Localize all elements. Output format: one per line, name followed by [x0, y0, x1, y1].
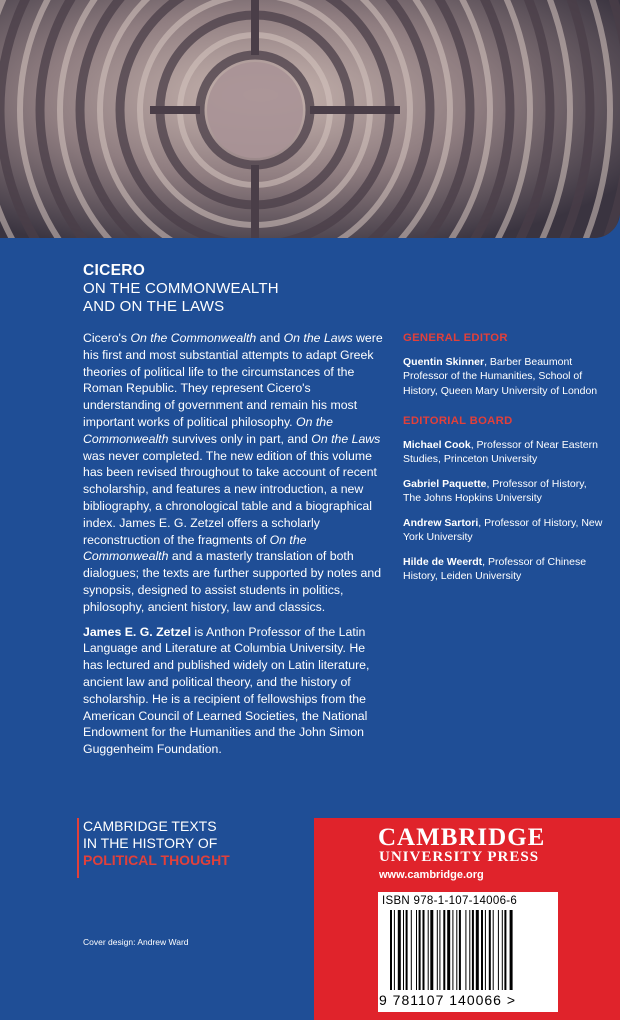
book-title-line-1: ON THE COMMONWEALTH	[83, 280, 279, 297]
board-member	[403, 477, 603, 506]
text-run: was never completed. The new edition of this volume has been revised throughout to take account of recent scholarship, and features a new introduction, a new bibliography, a chronological table and a biographical index. James E. G. Zetzel offers a scholarly reconstruction of the fragments of	[83, 448, 377, 547]
work-title: On the Commonwealth	[83, 532, 307, 564]
editors-column	[403, 331, 603, 594]
author-bio-paragraph	[83, 624, 383, 758]
editor-detail: , Barber Beaumont Professor of the Humanities, School of History, Queen Mary University of London	[403, 355, 598, 397]
work-title: On the Commonwealth	[130, 331, 257, 345]
series-title	[83, 818, 303, 869]
barcode-icon	[390, 910, 546, 992]
publisher-panel	[314, 818, 620, 1020]
series-rule	[77, 818, 79, 878]
publisher-name: CAMBRIDGE	[378, 824, 546, 851]
work-title: On the Laws	[311, 431, 381, 446]
description-paragraph	[83, 330, 383, 616]
member-name: Gabriel Paquette	[403, 477, 487, 490]
text-run: Cicero's	[83, 331, 131, 345]
series-line-1: CAMBRIDGE TEXTS	[83, 818, 217, 834]
member-detail: , Professor of Chinese History, Leiden University	[403, 555, 587, 582]
member-name: Michael Cook	[403, 438, 471, 451]
book-description	[83, 330, 383, 766]
text-run: is Anthon Professor of the Latin Language and Literature at Columbia University. He has lectured and published widely on Latin literature, ancient law and political theory, and the history of scholarship. He is a recipient of fellowships from the American Council of Learned Societies, the National Endowment for the Humanities and the John Simon Guggenheim Foundation.	[83, 624, 370, 757]
board-member	[403, 438, 603, 467]
board-member	[403, 516, 603, 545]
text-run: were his first and most substantial attempts to adapt Greek theories of political life to the circumstances of the Roman Republic. They represent Cicero's understanding of government and remain his most important works of political philosophy.	[83, 331, 383, 429]
general-editor-heading: GENERAL EDITOR	[403, 332, 508, 344]
editor-name: Quentin Skinner	[403, 355, 485, 368]
member-name: Hilde de Weerdt	[403, 555, 483, 568]
series-line-2: IN THE HISTORY OF	[83, 835, 218, 851]
isbn-label: ISBN 978-1-107-14006-6	[382, 895, 518, 907]
title-block	[83, 262, 383, 316]
author-name: James E. G. Zetzel	[83, 624, 191, 639]
work-title: On the Laws	[283, 331, 353, 345]
board-member	[403, 555, 603, 584]
barcode-box	[378, 892, 558, 1012]
publisher-url: www.cambridge.org	[379, 869, 484, 881]
text-run: and	[256, 331, 284, 345]
cover-photo-labyrinth	[0, 0, 620, 238]
text-run: and a masterly translation of both dialogues; the texts are further supported by notes and synopsis, designed to assist students in politics, philosophy, ancient history, law and classics.	[83, 549, 382, 614]
book-title-line-2: AND ON THE LAWS	[83, 298, 225, 315]
member-detail: , Professor of Near Eastern Studies, Princeton University	[403, 438, 598, 465]
member-detail: , Professor of History, New York University	[403, 516, 603, 543]
work-title: On the Commonwealth	[83, 414, 333, 446]
editorial-board-heading: EDITORIAL BOARD	[403, 415, 513, 427]
member-detail: , Professor of History, The Johns Hopkins University	[403, 477, 587, 504]
general-editor-entry	[403, 355, 603, 399]
publisher-press: UNIVERSITY PRESS	[379, 849, 540, 865]
barcode-number: 9 781107 140066 >	[379, 992, 517, 1008]
series-line-3: POLITICAL THOUGHT	[83, 852, 230, 868]
member-name: Andrew Sartori	[403, 516, 479, 529]
cover-design-credit: Cover design: Andrew Ward	[83, 937, 189, 947]
book-author: CICERO	[83, 262, 146, 279]
text-run: survives only in part, and	[168, 431, 312, 446]
labyrinth-image	[0, 0, 620, 238]
